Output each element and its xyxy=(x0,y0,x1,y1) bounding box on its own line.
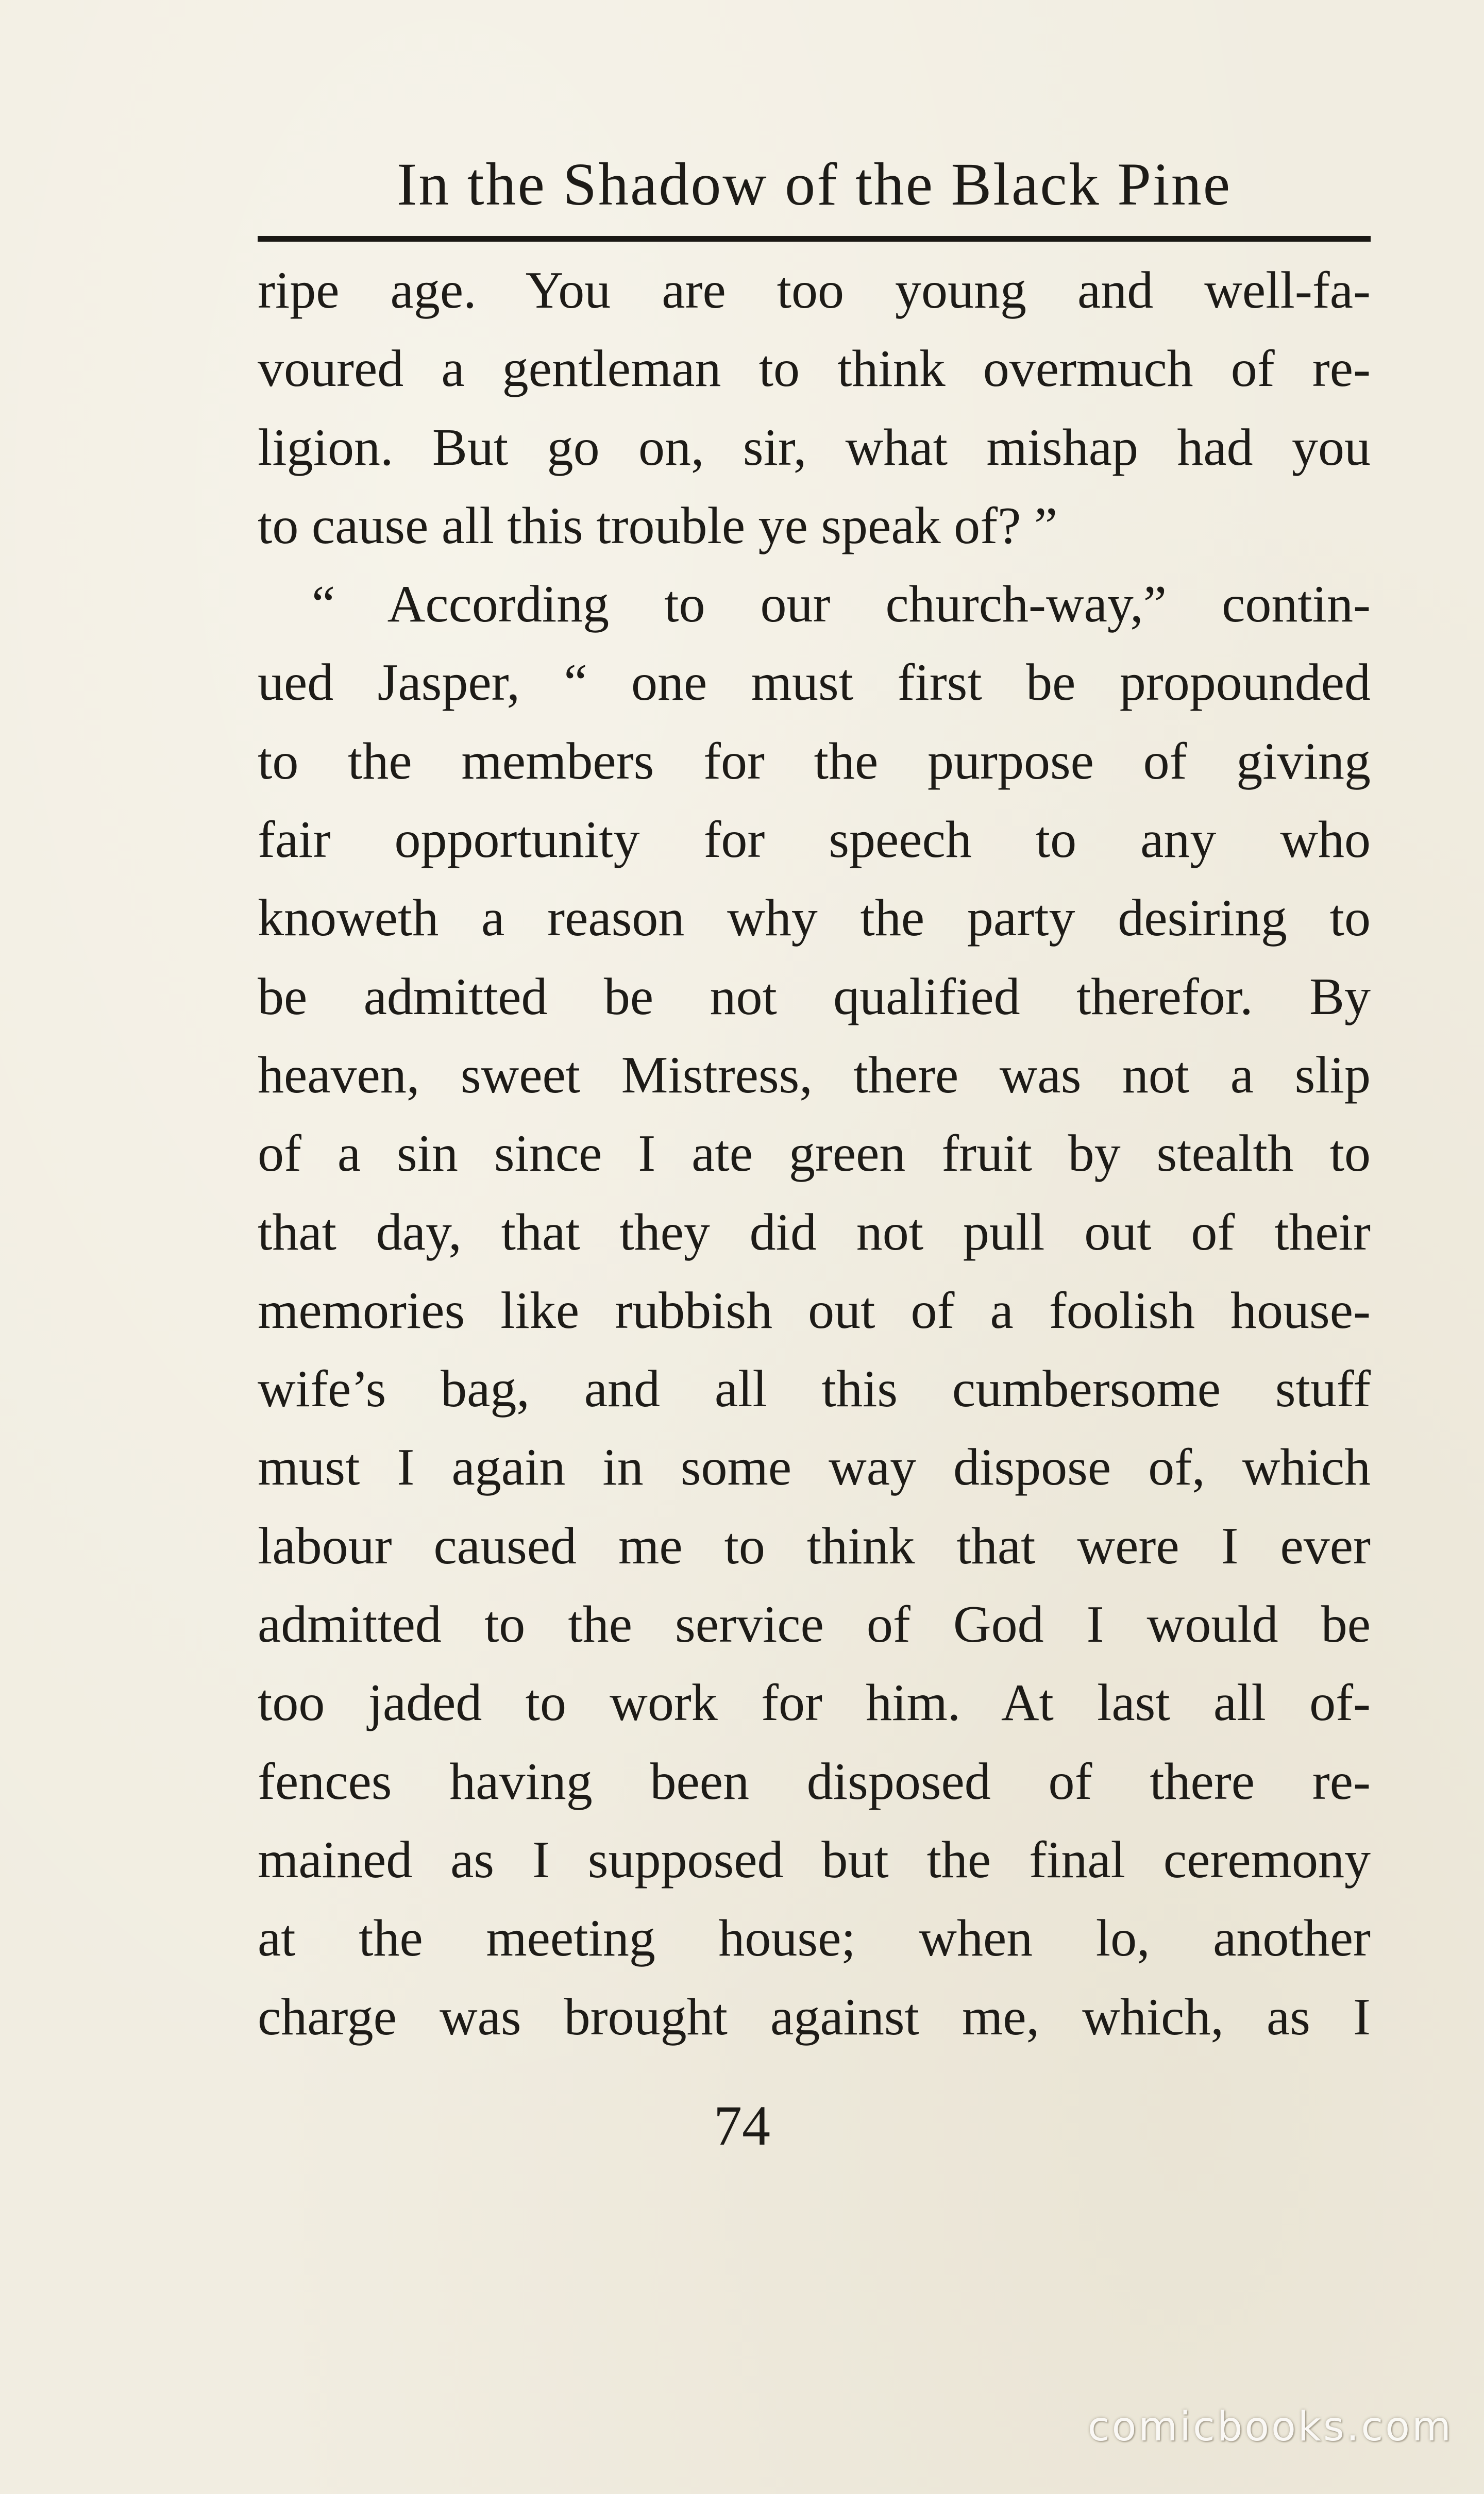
text-line: voured a gentleman to think overmuch of re- xyxy=(258,340,1371,398)
running-head-title: In the Shadow of the Black Pine xyxy=(396,150,1232,218)
text-line: charge was brought against me, which, as I xyxy=(258,1987,1371,2046)
text-line: ripe age. You are too young and well-fa- xyxy=(258,261,1371,319)
text-line: ued Jasper, “ one must first be propounded xyxy=(258,653,1371,712)
text-line: must I again in some way dispose of, which xyxy=(258,1438,1371,1497)
text-line: too jaded to work for him. At last all of- xyxy=(258,1674,1371,1732)
text-line: fences having been disposed of there re- xyxy=(258,1752,1371,1811)
text-line: at the meeting house; when lo, another xyxy=(258,1909,1371,1968)
text-line: that day, that they did not pull out of their xyxy=(258,1203,1371,1261)
text-line: admitted to the service of God I would be xyxy=(258,1595,1371,1654)
text-line: wife’s bag, and all this cumbersome stuff xyxy=(258,1360,1371,1419)
head-rule xyxy=(258,236,1371,242)
text-line: “ According to our church-way,” contin- xyxy=(312,575,1371,634)
text-line: memories like rubbish out of a foolish house- xyxy=(258,1281,1371,1340)
text-line: fair opportunity for speech to any who xyxy=(258,811,1371,869)
text-line: heaven, sweet Mistress, there was not a slip xyxy=(258,1046,1371,1104)
watermark: comicbooks.com xyxy=(1087,2404,1453,2450)
running-head xyxy=(258,139,1371,232)
text-line: mained as I supposed but the final ceremony xyxy=(258,1830,1371,1889)
text-line: to the members for the purpose of giving xyxy=(258,732,1371,790)
text-line: labour caused me to think that were I ever xyxy=(258,1516,1371,1575)
page-number: 74 xyxy=(714,2094,770,2157)
text-line: knoweth a reason why the party desiring to xyxy=(258,889,1371,948)
text-line: to cause all this trouble ye speak of? ” xyxy=(258,496,1058,555)
text-line: ligion. But go on, sir, what mishap had you xyxy=(258,418,1371,477)
text-line: of a sin since I ate green fruit by stealth to xyxy=(258,1124,1371,1183)
text-line: be admitted be not qualified therefor. By xyxy=(258,967,1371,1026)
body-text xyxy=(258,251,1371,2057)
